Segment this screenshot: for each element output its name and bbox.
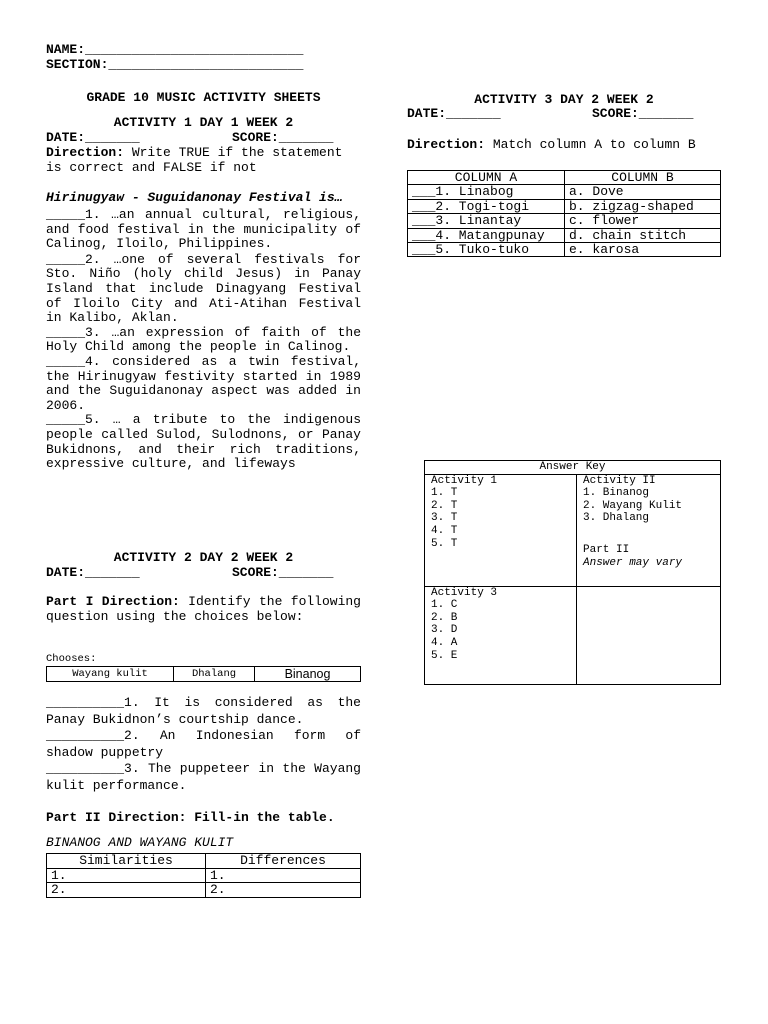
activity2-item-list [46,695,361,795]
choices-table [46,666,361,682]
answer-item: 1. C [431,599,458,612]
direction-text: Write TRUE if the statement is correct and FALSE if not [46,145,343,175]
answer-key-activity1 [425,474,577,586]
table-row [408,243,721,257]
page-title: GRADE 10 MUSIC ACTIVITY SHEETS [86,90,321,105]
table-cell: d. chain stitch [565,228,721,242]
answer-heading: Activity II [583,474,656,487]
activity3-score: SCORE:_______ [592,106,694,121]
table-cell: a. Dove [565,185,721,199]
list-item: __________2. An Indonesian form of shadow puppetry [46,728,361,760]
answer-key-activity3 [425,586,577,684]
answer-item: 3. T [431,512,458,525]
table-cell: 1. [47,868,206,883]
table-cell: ___1. Linabog [408,185,565,199]
activity1-item-list [46,208,361,472]
direction-text: Match column A to column B [485,137,696,152]
table-cell: e. karosa [565,243,721,257]
activity1-title: ACTIVITY 1 DAY 1 WEEK 2 [113,115,294,130]
table-row [47,883,361,898]
table-cell: 1. [206,868,361,883]
matching-table [407,170,721,257]
activity1-score: SCORE:_______ [232,130,334,145]
list-item: _____3. …an expression of faith of the Holy Child among the people in Calinog. [46,324,361,355]
answer-heading: Activity 1 [431,474,498,487]
table-cell: ___2. Togi-togi [408,199,565,213]
list-item: _____5. … a tribute to the indigenous people called Sulod, Sulodnons, or Panay Bukidnons, and their rich traditions, expressive culture, and lifeways [46,412,361,472]
answer-heading: Part II [583,543,630,556]
table-header: COLUMN B [565,171,721,185]
answer-heading: Activity 3 [431,586,498,599]
answer-key-activity2 [577,474,721,586]
list-item: __________1. It is considered as the Panay Bukidnon’s courtship dance. [46,695,361,727]
choice-cell: Dhalang [174,667,255,682]
direction-label: Direction: [46,145,125,160]
activity2-title: ACTIVITY 2 DAY 2 WEEK 2 [113,550,294,565]
part1-text: Identify the following question using the choices below: [46,594,361,624]
similarities-table [46,853,361,898]
answer-item: 2. T [431,499,458,512]
table-row [47,868,361,883]
answer-item: 3. Dhalang [583,512,650,525]
activity1-date: DATE:_______ [46,130,140,145]
answer-item: 2. B [431,611,458,624]
choice-cell: Wayang kulit [47,667,174,682]
activity3-date: DATE:_______ [407,106,501,121]
answer-item: 1. T [431,487,458,500]
section-line: SECTION:_________________________ [46,57,304,72]
table-header: Differences [206,854,361,869]
answer-item: 2. Wayang Kulit [583,499,683,512]
list-item: _____4. considered as a twin festival, the Hirinugyaw festivity started in 1989 and the Suguidanonay aspect was added in 2006. [46,353,361,413]
activity2-date: DATE:_______ [46,565,140,580]
answer-key-title: Answer Key [425,461,721,475]
answer-item: 4. A [431,636,458,649]
table-row [408,185,721,199]
table-cell: 2. [206,883,361,898]
answer-item: 4. T [431,524,458,537]
answer-item: 3. D [431,624,458,637]
direction-label: Direction: [407,137,486,152]
name-line: NAME:____________________________ [46,42,304,57]
list-item: _____1. …an annual cultural, religious, and food festival in the municipality of Calinog, Iloilo, Philippines. [46,207,361,252]
table-row [408,214,721,228]
activity2-score: SCORE:_______ [232,565,334,580]
list-item: __________3. The puppeteer in the Wayang kulit performance. [46,761,361,793]
part1-label: Part I Direction: [46,594,180,609]
activity2-part2-direction: Part II Direction: Fill-in the table. [46,810,335,825]
activity3-title: ACTIVITY 3 DAY 2 WEEK 2 [474,92,654,107]
table-cell: ___4. Matangpunay [408,228,565,242]
activity2-part1-direction [46,595,361,624]
table-header: Similarities [47,854,206,869]
table-cell: c. flower [565,214,721,228]
table-title: BINANOG AND WAYANG KULIT [46,835,234,850]
activity1-topic: Hirinugyaw - Suguidanonay Festival is… [46,190,343,205]
answer-key-table [424,460,721,685]
table-cell: b. zigzag-shaped [565,199,721,213]
chooses-label: Chooses: [46,653,97,665]
table-cell: ___5. Tuko-tuko [408,243,565,257]
answer-note: Answer may vary [583,556,683,569]
table-cell: ___3. Linantay [408,214,565,228]
choice-cell: Binanog [255,667,361,682]
table-row [408,199,721,213]
table-header: COLUMN A [408,171,565,185]
activity3-direction [407,138,696,153]
table-row [408,228,721,242]
answer-key-empty-cell [577,586,721,684]
answer-item: 5. E [431,649,458,662]
list-item: _____2. …one of several festivals for Sto. Niño (holy child Jesus) in Panay Island that include Dinagyang Festival of Iloilo City and Ati-Atihan Festival in Kalibo, Aklan. [46,251,361,326]
answer-item: 1. Binanog [583,487,650,500]
table-cell: 2. [47,883,206,898]
answer-item: 5. T [431,537,458,550]
activity1-direction [46,146,361,175]
